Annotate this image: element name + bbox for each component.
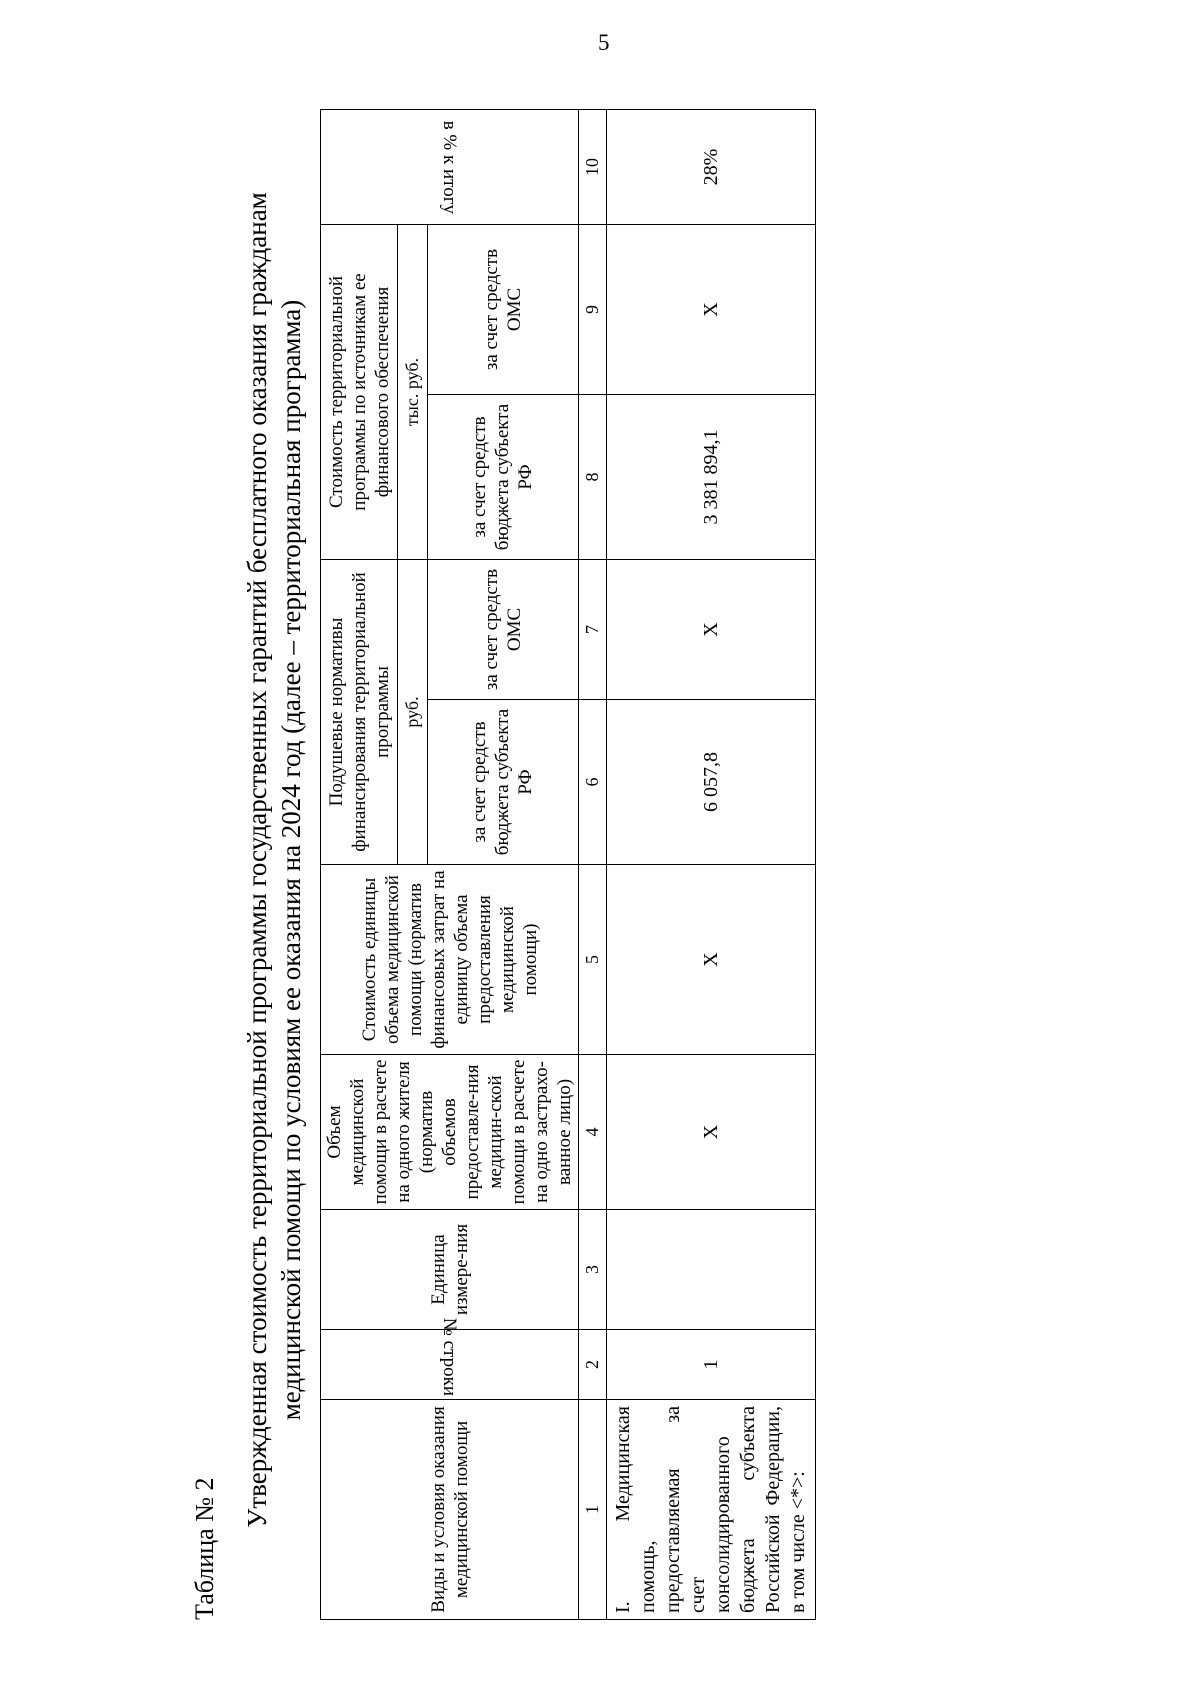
- column-number: 2: [579, 1330, 607, 1400]
- row-cost-oms: Х: [607, 224, 816, 394]
- row-percent: 28%: [607, 109, 816, 224]
- header-kinds-conditions: Виды и условия оказания медицинской помощи: [321, 1400, 579, 1620]
- row-line-no: 1: [607, 1330, 816, 1400]
- column-number: 6: [579, 700, 607, 865]
- column-number: 3: [579, 1210, 607, 1330]
- header-cost-oms: за счет средств ОМС: [427, 224, 578, 394]
- header-per-capita-group: Подушевые нормативы финансирования территориальной программы: [321, 560, 398, 865]
- header-line-no-text: № строки: [439, 1317, 460, 1396]
- column-number: 5: [579, 865, 607, 1055]
- column-number: 8: [579, 395, 607, 560]
- header-unit-thousand-rub: тыс. руб.: [398, 224, 427, 559]
- table-title: [240, 100, 308, 1620]
- header-percent-text: в % к итогу: [439, 120, 460, 214]
- column-number-row: [579, 109, 607, 1619]
- header-cost-budget: за счет средств бюджета субъекта РФ: [427, 395, 578, 560]
- header-volume: Объем медицинской помощи в расчете на одного жителя (норматив объемов предоставле-ния медицин-ской помощи в расчете на одно застрахо-ванное лицо): [321, 1055, 579, 1210]
- table-row: [607, 109, 816, 1619]
- header-line-no: [321, 1317, 579, 1400]
- header-unit-rub: руб.: [398, 560, 427, 865]
- row-description: I. Медицинская помощь, предоставляемая за счет консолидированного бюджета субъекта Российской Федерации, в том числе <*>:: [607, 1400, 816, 1620]
- header-unit-cost: Стоимость единицы объема медицинской помощи (норматив финансовых затрат на единицу объема предоставления медицинской помощи): [321, 865, 579, 1055]
- header-unit: Единица измере-ния: [321, 1210, 579, 1330]
- table-caption: Таблица № 2: [190, 1477, 219, 1620]
- row-cost-budget: 3 381 894,1: [607, 395, 816, 560]
- row-unit-cost: Х: [607, 865, 816, 1055]
- row-per-capita-budget: 6 057,8: [607, 700, 816, 865]
- table-title-line-1: Утвержденная стоимость территориальной программы государственных гарантий бесплатного оказания гражданам: [242, 192, 272, 1528]
- row-volume: Х: [607, 1055, 816, 1210]
- column-number: 7: [579, 560, 607, 700]
- table-title-line-2: медицинской помощи по условиям ее оказания на 2024 год (далее – территориальная программа): [276, 299, 306, 1421]
- rotated-landscape-content: [190, 100, 990, 1620]
- header-cost-group: Стоимость территориальной программы по источникам ее финансового обеспечения: [321, 224, 398, 559]
- column-number: 10: [579, 109, 607, 224]
- row-unit: [607, 1210, 816, 1330]
- column-number: 4: [579, 1055, 607, 1210]
- column-number: 9: [579, 224, 607, 394]
- row-per-capita-oms: Х: [607, 560, 816, 700]
- column-number: 1: [579, 1400, 607, 1620]
- header-per-capita-budget: за счет средств бюджета субъекта РФ: [427, 700, 578, 865]
- header-percent: [321, 109, 579, 224]
- header-per-capita-oms: за счет средств ОМС: [427, 560, 578, 700]
- cost-table: [320, 109, 816, 1620]
- page-number: 5: [598, 30, 610, 55]
